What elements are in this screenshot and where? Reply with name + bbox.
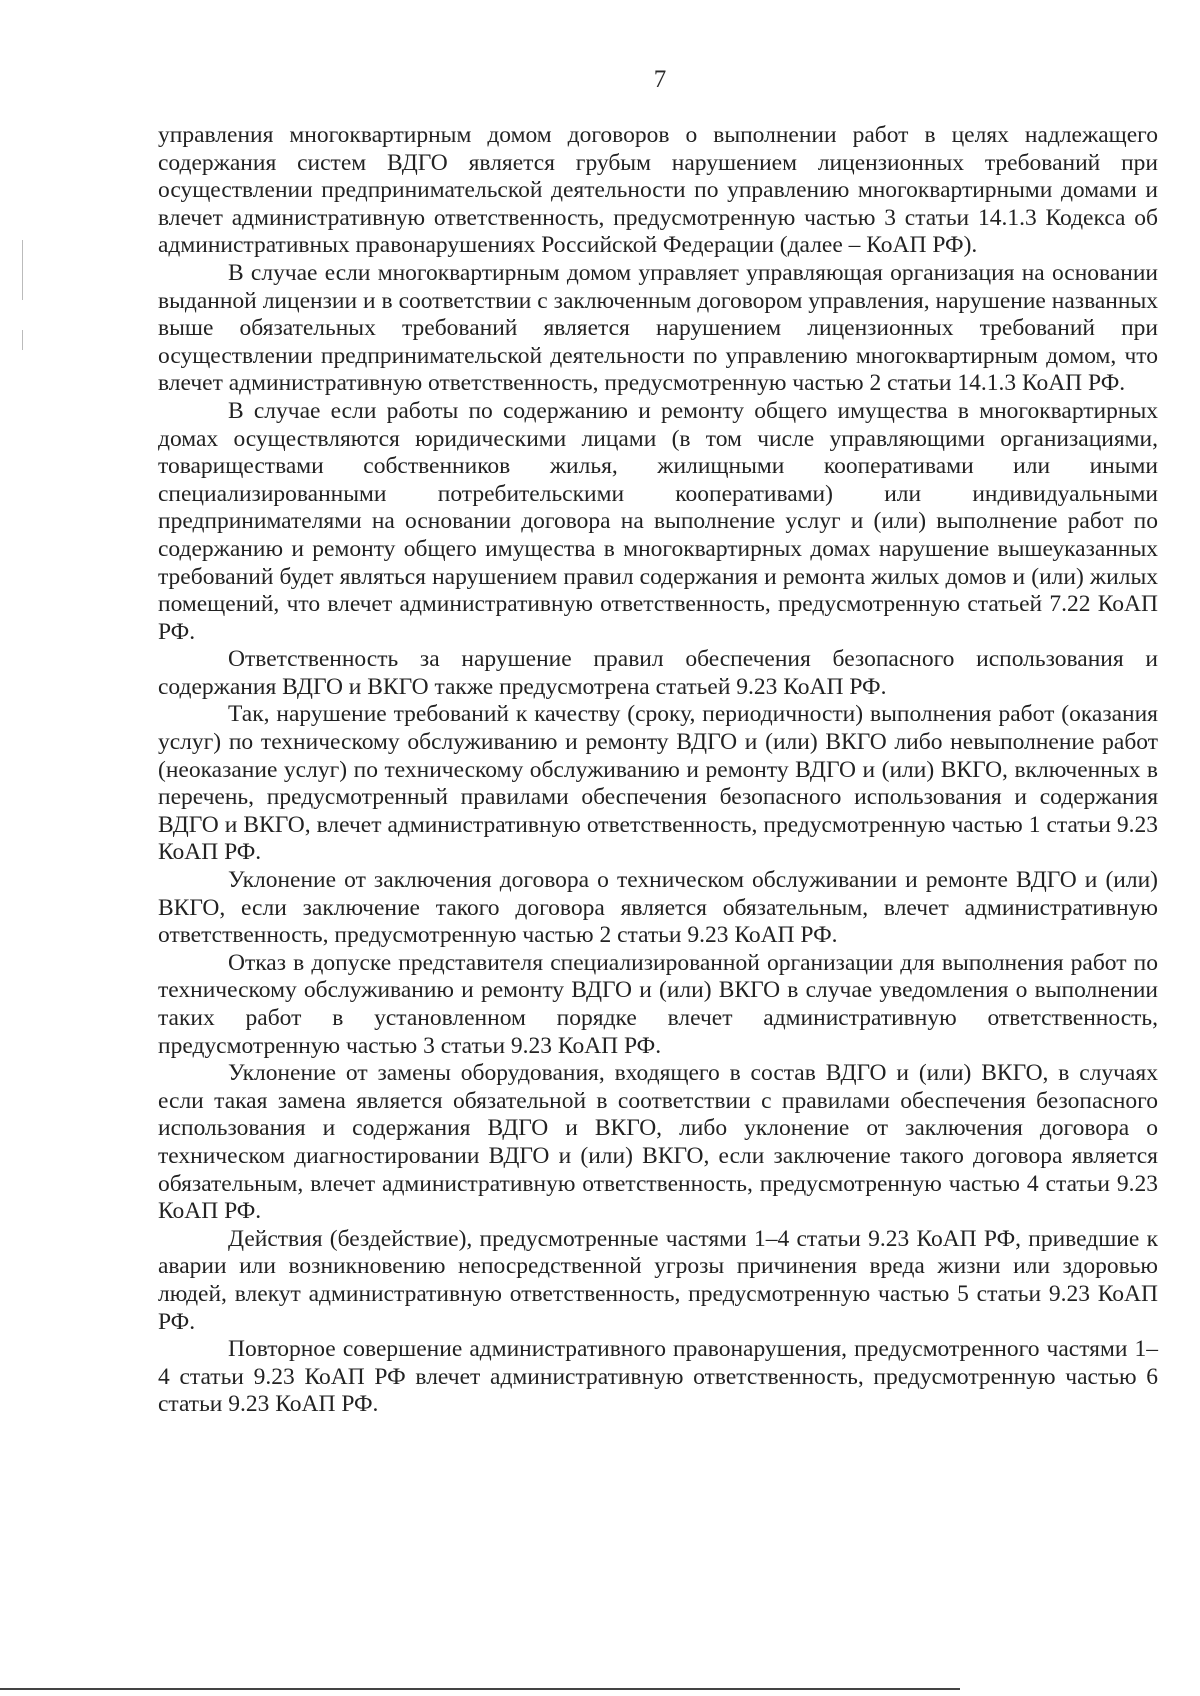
paragraph: Повторное совершение административного правонарушения, предусмотренного частями 1–4 статьи 9.23 КоАП РФ влечет административную ответственность, предусмотренную частью 6 статьи 9.23 КоАП РФ. — [158, 1336, 1158, 1418]
scan-margin-mark — [22, 240, 23, 300]
paragraph: Действия (бездействие), предусмотренные частями 1–4 статьи 9.23 КоАП РФ, приведшие к аварии или возникновению непосредственной угрозы причинения вреда жизни или здоровью людей, влекут административную ответственность, предусмотренную частью 5 статьи 9.23 КоАП РФ. — [158, 1225, 1158, 1335]
paragraph: В случае если многоквартирным домом управляет управляющая организация на основании выданной лицензии и в соответствии с заключенным договором управления, нарушение названных выше обязательных требований является нарушением лицензионных требований при осуществлении предпринимательской деятельности по управлению многоквартирным домом, что влечет административную ответственность, предусмотренную частью 2 статьи 14.1.3 КоАП РФ. — [158, 259, 1158, 397]
paragraph: Уклонение от заключения договора о техническом обслуживании и ремонте ВДГО и (или) ВКГО, если заключение такого договора является обязательным, влечет административную ответственность, предусмотренную частью 2 статьи 9.23 КоАП РФ. — [158, 867, 1158, 949]
paragraph: В случае если работы по содержанию и ремонту общего имущества в многоквартирных домах осуществляются юридическими лицами (в том числе управляющими организациями, товариществами собственников жилья, жилищными кооперативами или иными специализированными потребительскими кооперативами) или индивидуальными предпринимателями на основании договора на выполнение услуг и (или) выполнение работ по содержанию и ремонту общего имущества в многоквартирных домах нарушение вышеуказанных требований будет являться нарушением правил содержания и ремонта жилых домов и (или) жилых помещений, что влечет административную ответственность, предусмотренную статьей 7.22 КоАП РФ. — [158, 397, 1158, 645]
paragraph: управления многоквартирным домом договоров о выполнении работ в целях надлежащего содержания систем ВДГО является грубым нарушением лицензионных требований при осуществлении предпринимательской деятельности по управлению многоквартирными домами и влечет административную ответственность, предусмотренную частью 3 статьи 14.1.3 Кодекса об административных правонарушениях Российской Федерации (далее – КоАП РФ). — [158, 122, 1158, 259]
scan-margin-mark — [22, 330, 23, 350]
paragraph: Ответственность за нарушение правил обеспечения безопасного использования и содержания ВДГО и ВКГО также предусмотрена статьей 9.23 КоАП РФ. — [158, 646, 1158, 700]
paragraph: Так, нарушение требований к качеству (сроку, периодичности) выполнения работ (оказания услуг) по техническому обслуживанию и ремонту ВДГО и (или) ВКГО либо невыполнение работ (неоказание услуг) по техническому обслуживанию и ремонту ВДГО и (или) ВКГО, включенных в перечень, предусмотренный правилами обеспечения безопасного использования и содержания ВДГО и ВКГО, влечет административную ответственность, предусмотренную частью 1 статьи 9.23 КоАП РФ. — [158, 701, 1158, 866]
document-body — [158, 122, 1158, 1419]
paragraph: Отказ в допуске представителя специализированной организации для выполнения работ по техническому обслуживанию и ремонту ВДГО и (или) ВКГО в случае уведомления о выполнении таких работ в установленном порядке влечет административную ответственность, предусмотренную частью 3 статьи 9.23 КоАП РФ. — [158, 949, 1158, 1059]
bottom-divider — [0, 1688, 960, 1690]
page-number: 7 — [653, 66, 667, 93]
paragraph: Уклонение от замены оборудования, входящего в состав ВДГО и (или) ВКГО, в случаях если такая замена является обязательной в соответствии с правилами обеспечения безопасного использования и содержания ВДГО и ВКГО, либо уклонение от заключения договора о техническом диагностировании ВДГО и (или) ВКГО, если заключение такого договора является обязательным, влечет административную ответственность, предусмотренную частью 4 статьи 9.23 КоАП РФ. — [158, 1060, 1158, 1225]
